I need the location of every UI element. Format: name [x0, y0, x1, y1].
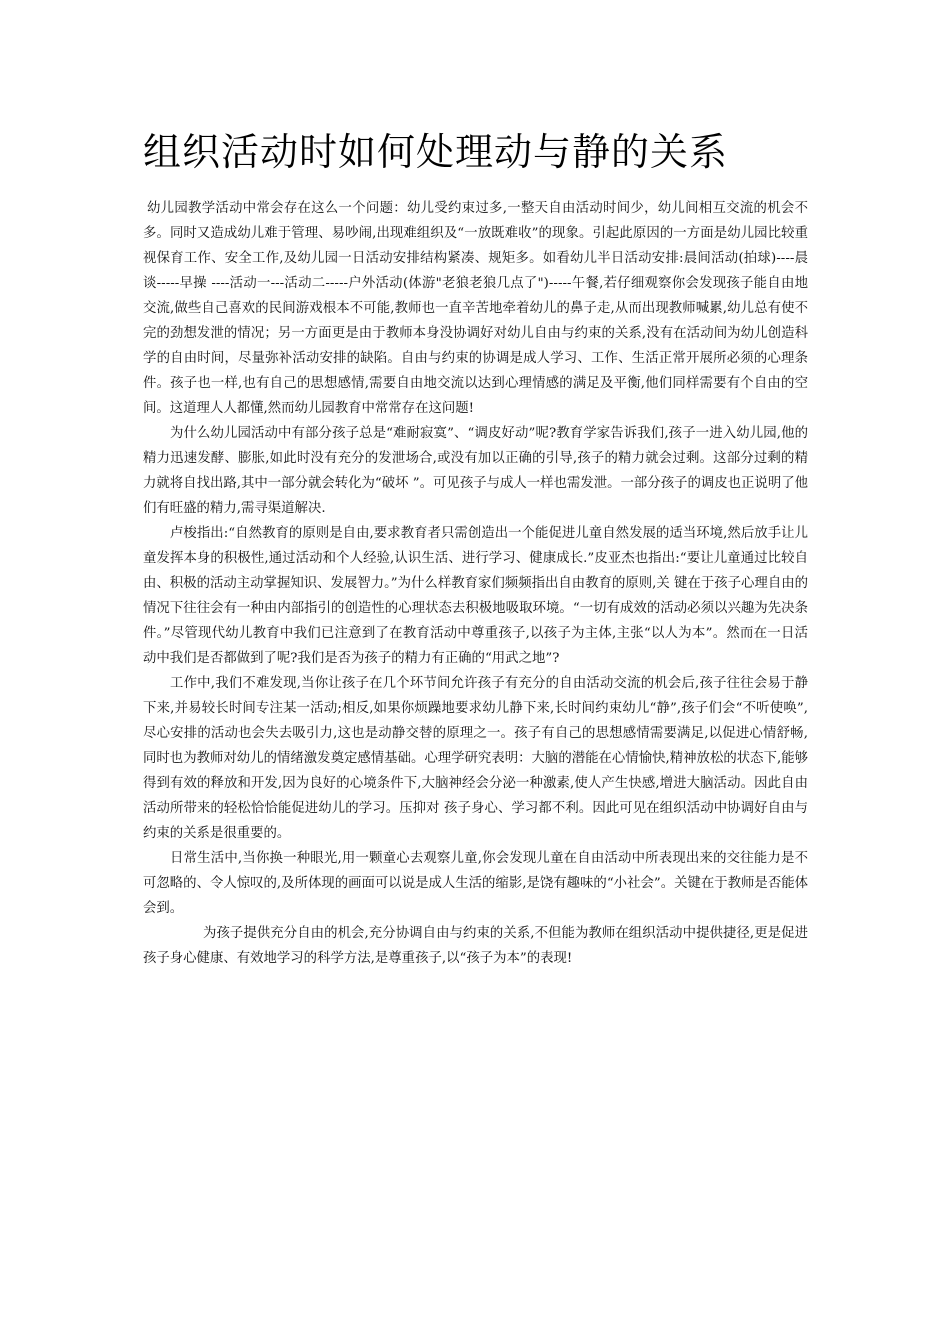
document-body	[143, 196, 808, 971]
paragraph-why-restless: 为什么幼儿园活动中有部分孩子总是“难耐寂寞”、“调皮好动”呢?教育学家告诉我们,孩子一进入幼儿园,他的精力迅速发酵、膨胀,如此时没有充分的发泄场合,或没有加以正确的引导,孩子的精力就会过剩。这部分过剩的精力就将自找出路,其中一部分就会转化为“破坏 ”。可见孩子与成人一样也需发泄。一部分孩子的调皮也正说明了他们有旺盛的精力,需寻渠道解决.	[143, 426, 808, 516]
paragraph-intro: 幼儿园教学活动中常会存在这么一个问题：幼儿受约束过多,一整天自由活动时间少，幼儿间相互交流的机会不多。同时又造成幼儿难于管理、易吵闹,出现难组织及“一放既难收”的现象。引起此原因的一方面是幼儿园比较重视保育工作、安全工作,及幼儿园一日活动安排结构紧凑、规矩多。如看幼儿半日活动安排:晨间活动(拍球)----晨谈-----早操 ----活动一---活动二-----户外活动(体游"老狼老狼几点了")-----午餐,若仔细观察你会发现孩子能自由地交流,做些自己喜欢的民间游戏根本不可能,教师也一直辛苦地牵着幼儿的鼻子走,从而出现教师喊累,幼儿总有使不完的劲想发泄的情况；另一方面更是由于教师本身没协调好对幼儿自由与约束的关系,没有在活动间为幼儿创造科学的自由时间，尽量弥补活动安排的缺陷。自由与约束的协调是成人学习、工作、生活正常开展所必须的心理条件。孩子也一样,也有自己的思想感情,需要自由地交流以达到心理情感的满足及平衡,他们同样需要有个自由的空间。这道理人人都懂,然而幼儿园教育中常常存在这问题!	[143, 201, 808, 416]
paragraph-work-observation: 工作中,我们不难发现,当你让孩子在几个环节间允许孩子有充分的自由活动交流的机会后,孩子往往会易于静下来,并易较长时间专注某一活动;相反,如果你烦躁地要求幼儿静下来,长时间约束幼儿“静”,孩子们会“不听使唤”,尽心安排的活动也会失去吸引力,这也是动静交替的原理之一。孩子有自己的思想感情需要满足,以促进心情舒畅,同时也为教师对幼儿的情绪激发奠定感情基础。心理学研究表明：大脑的潜能在心情愉快,精神放松的状态下,能够得到有效的释放和开发,因为良好的心境条件下,大脑神经会分泌一种激素,使人产生快感,增进大脑活动。因此自由活动所带来的轻松恰恰能促进幼儿的学习。压抑对 孩子身心、学习都不利。因此可见在组织活动中协调好自由与约束的关系是很重要的。	[143, 676, 808, 841]
paragraph-rousseau-piaget: 卢梭指出:“自然教育的原则是自由,要求教育者只需创造出一个能促进儿童自然发展的适当环境,然后放手让儿童发挥本身的积极性,通过活动和个人经验,认识生活、进行学习、健康成长.”皮亚杰也指出:“要让儿童通过比较自由、积极的活动主动掌握知识、发展智力。”为什么样教育家们频频指出自由教育的原则,关 键在于孩子心理自由的情况下往往会有一种由内部指引的创造性的心理状态去积极地吸取环境。“一切有成效的活动必须以兴趣为先决条件。”尽管现代幼儿教育中我们已注意到了在教育活动中尊重孩子,以孩子为主体,主张“以人为本”。然而在一日活动中我们是否都做到了呢?我们是否为孩子的精力有正确的“用武之地”?	[143, 526, 808, 666]
paragraph-daily-life: 日常生活中,当你换一种眼光,用一颗童心去观察儿童,你会发现儿童在自由活动中所表现出来的交往能力是不可忽略的、令人惊叹的,及所体现的画面可以说是成人生活的缩影,是饶有趣味的“小社会”。关键在于教师是否能体会到。	[143, 851, 808, 916]
document-title: 组织活动时如何处理动与静的关系	[143, 130, 729, 174]
paragraph-conclusion: 为孩子提供充分自由的机会,充分协调自由与约束的关系,不但能为教师在组织活动中提供捷径,更是促进孩子身心健康、有效地学习的科学方法,是尊重孩子,以“孩子为本”的表现!	[143, 926, 808, 966]
